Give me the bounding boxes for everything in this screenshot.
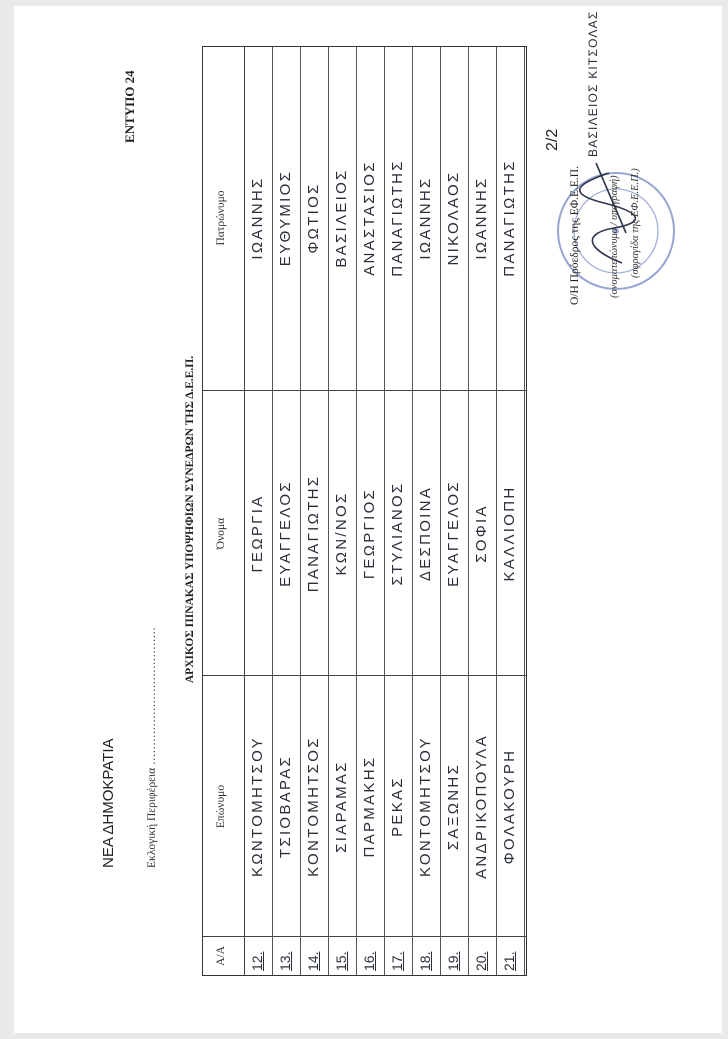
cell-name: ΕΥΑΓΓΕΛΟΣ bbox=[277, 480, 294, 587]
cell-surname: ΑΝΔΡΙΚΟΠΟΥΛΑ bbox=[473, 734, 490, 879]
cell-aa: 21. bbox=[501, 951, 517, 971]
cell-father: ΝΙΚΟΛΑΟΣ bbox=[445, 170, 462, 266]
cell-father: ΙΩΑΝΝΗΣ bbox=[473, 176, 490, 260]
cell-name: ΕΥΑΓΓΕΛΟΣ bbox=[445, 480, 462, 587]
cell-surname: ΤΣΙΟΒΑΡΑΣ bbox=[277, 754, 294, 859]
header-name: Όνομα bbox=[215, 517, 227, 550]
cell-father: ΒΑΣΙΛΕΙΟΣ bbox=[333, 168, 350, 268]
form-title: ΑΡΧΙΚΟΣ ΠΙΝΑΚΑΣ ΥΠΟΨΗΦΙΩΝ ΣΥΝΕΔΡΩΝ ΤΗΣ Δ.Ε.Ε.Π. bbox=[184, 355, 196, 684]
cell-father: ΑΝΑΣΤΑΣΙΟΣ bbox=[361, 160, 378, 276]
cell-surname: ΣΙΑΡΑΜΑΣ bbox=[333, 760, 350, 853]
rotated-form bbox=[14, 6, 722, 1033]
cell-aa: 17. bbox=[389, 951, 405, 971]
cell-father: ΕΥΘΥΜΙΟΣ bbox=[277, 169, 294, 267]
cell-father: ΙΩΑΝΝΗΣ bbox=[417, 176, 434, 260]
cell-name: ΚΩΝ/ΝΟΣ bbox=[333, 491, 350, 576]
cell-name: ΣΤΥΛΙΑΝΟΣ bbox=[389, 481, 406, 586]
header-surname: Επώνυμο bbox=[215, 784, 227, 829]
cell-surname: ΚΟΝΤΟΜΗΤΣΟΣ bbox=[305, 736, 322, 877]
cell-surname: ΚΟΝΤΟΜΗΤΣΟΥ bbox=[417, 736, 434, 877]
region-label: Εκλογική Περιφέρεια ……………………………… bbox=[146, 626, 158, 868]
president-label: Ο/Η Πρόεδρος της ΕΦ.Ε.Ε.Π. bbox=[569, 166, 581, 305]
cell-aa: 14. bbox=[305, 951, 321, 971]
cell-name: ΚΑΛΛΙΟΠΗ bbox=[501, 485, 518, 582]
header-aa: Α/Α bbox=[215, 946, 227, 966]
cell-aa: 19. bbox=[445, 951, 461, 971]
cell-name: ΠΑΝΑΓΙΩΤΗΣ bbox=[305, 474, 322, 593]
candidates-table bbox=[202, 46, 527, 976]
page-number: 2/2 bbox=[544, 128, 561, 151]
cell-father: ΙΩΑΝΝΗΣ bbox=[249, 176, 266, 260]
cell-aa: 12. bbox=[249, 951, 265, 971]
cell-aa: 20. bbox=[473, 951, 489, 971]
cell-surname: ΣΑΞΩΝΗΣ bbox=[445, 762, 462, 851]
cell-name: ΔΕΣΠΟΙΝΑ bbox=[417, 485, 434, 582]
cell-surname: ΠΑΡΜΑΚΗΣ bbox=[361, 755, 378, 858]
row-divider bbox=[524, 47, 525, 975]
party-name: ΝΕΑ ΔΗΜΟΚΡΑΤΙΑ bbox=[100, 738, 117, 868]
cell-aa: 15. bbox=[333, 951, 349, 971]
cell-surname: ΦΟΛΑΚΟΥΡΗ bbox=[501, 748, 518, 865]
form-id: ΕΝΤΥΠΟ 24 bbox=[122, 70, 137, 143]
cell-father: ΠΑΝΑΓΙΩΤΗΣ bbox=[389, 159, 406, 277]
cell-aa: 13. bbox=[277, 951, 293, 971]
cell-father: ΦΩΤΙΟΣ bbox=[305, 182, 322, 254]
document-page bbox=[14, 6, 722, 1033]
name-signature-note: (ονοματεπώνυμο / υπογραφή) bbox=[609, 175, 620, 298]
cell-name: ΓΕΩΡΓΙΑ bbox=[249, 494, 266, 573]
cell-surname: ΚΩΝΤΟΜΗΤΣΟΥ bbox=[249, 736, 266, 877]
seal-note: (σφραγίδα της ΕΦ.Ε.Ε.Π.) bbox=[630, 168, 641, 278]
cell-surname: ΡΕΚΑΣ bbox=[389, 776, 406, 837]
cell-father: ΠΑΝΑΓΙΩΤΗΣ bbox=[501, 159, 518, 277]
cell-aa: 18. bbox=[417, 951, 433, 971]
president-name: ΒΑΣΙΛΕΙΟΣ ΚΙΤΣΟΛΑΣ bbox=[586, 10, 600, 157]
cell-aa: 16. bbox=[361, 951, 377, 971]
cell-name: ΓΕΩΡΓΙΟΣ bbox=[361, 487, 378, 580]
cell-name: ΣΟΦΙΑ bbox=[473, 504, 490, 563]
header-father: Πατρώνυμο bbox=[215, 190, 227, 246]
